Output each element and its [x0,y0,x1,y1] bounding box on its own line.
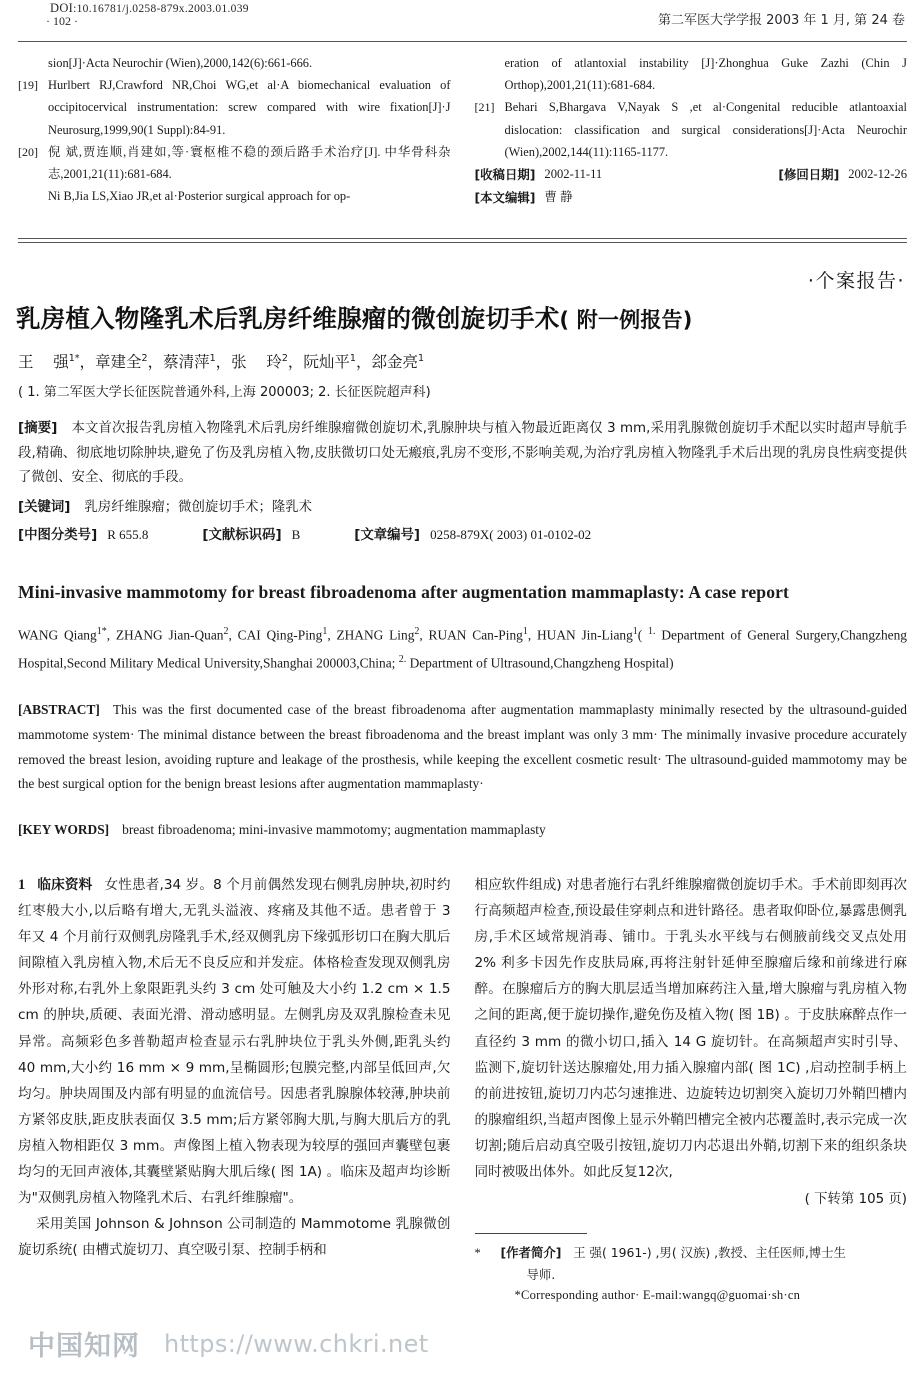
keywords-chinese [18,496,312,515]
page-folio: · 102 · [46,14,78,28]
keywords-english-label: [KEY WORDS] [18,822,110,837]
section-body-text: 女性患者,34 岁。8 个月前偶然发现右侧乳房肿块,初时约红枣般大小,以后略有增大,无乳头溢液、疼痛及其他不适。患者曾于 3 年又 4 个月前行双侧乳房隆乳手术,经双侧乳房下缘弧形切口在胸大肌后间隙植入乳房植入物,术后无不良反应和并发症。体格检查发现双侧乳房外形对称,右乳外上象限距乳头约 3 cm 处可触及大小约 1.2 cm × 1.5 cm 的肿块,质硬、表面光滑、滑动感明显。左侧乳房及双乳腺检查未见异常。高频彩色多普勒超声检查显示右乳肿块位于乳头外侧,距乳头约 40 mm,大小约 16 mm × 9 mm,呈椭圆形;包膜完整,内部呈低回声,欠均匀。肿块周围及内部有明显的血流信号。因患者乳腺腺体较薄,肿块前方紧邻皮肤,距皮肤表面仅 3.5 mm;后方紧邻胸大肌,与胸大肌后方的乳房植入物相距仅 3 mm。声像图上植入物表现为较厚的强回声囊壁包裹均匀的无回声液体,其囊壁紧贴胸大肌后缘( 图 1A) 。临床及超声均诊断为"双侧乳房植入物隆乳术后、右乳纤维腺瘤"。 [18,877,451,1207]
article-title-english: Mini-invasive mammotomy for breast fibroadenoma after augmentation mammaplasty: A case report [18,582,789,602]
reference-continuation: Ni B,Jia LS,Xiao JR,et al·Posterior surgical approach for op- [48,189,351,204]
footnote-star-marker: * [474,1246,481,1261]
affiliation-chinese: ( 1. 第二军医大学长征医院普通外科,上海 200003; 2. 长征医院超声科) [18,385,431,400]
reference-item [18,74,451,141]
keywords-chinese-text: 乳房纤维腺瘤；微创旋切手术；隆乳术 [84,500,313,515]
title-chinese-subnote: ( 附一例报告) [559,308,693,332]
article-category-kicker: ·个案报告· [807,270,905,292]
revised-date-value: 2002-12-26 [848,167,907,182]
body-columns [18,872,907,1375]
references-column-right [475,52,908,230]
clc-label: [中图分类号] [18,528,98,543]
section-number: 1 [18,877,26,893]
keywords-chinese-label: [关键词] [18,500,71,515]
received-date-value: 2002-11-11 [544,167,603,182]
reference-continuation: sion[J]·Acta Neurochir (Wien),2000,142(6):661-666. [48,56,313,70]
abstract-english-label: [ABSTRACT] [18,702,100,717]
doi-line [50,1,249,16]
doi-value: :10.16781/j.0258-879x.2003.01.039 [73,3,249,15]
references-column-left [18,52,451,230]
revised-date-label: [修回日期] [778,167,840,183]
watermark-chinese-text: 中国知网 [28,1331,140,1362]
author-bio-value: 王 强( 1961-) ,男( 汉族) ,教授、主任医师,博士生 [573,1245,846,1261]
footnote-corresponding-author: *Corresponding author· E-mail:wangq@guomai·sh·cn [514,1288,801,1303]
references-block [18,52,907,230]
clc-value: R 655.8 [107,527,149,542]
reference-number: [20] [18,144,38,159]
abstract-english-text: This was the first documented case of the breast fibroadenoma after augmentation mammaplasty minimally resected by the ultrasound-guided mammotome system· The minimal distance between the breast fibroadenoma and the breast implant was only 3 mm· The minimally invasive procedure accurately removed the breast lesion, avoiding rupture and leakage of the prosthesis, while keeping the excellent cosmetic result· The ultrasound-guided mammotomy may be the best surgical option for the benign breast lesions after augmentation mammaplasty· [18,702,907,792]
reference-number: [21] [474,100,495,115]
section-paragraph-2 [18,1211,451,1263]
keywords-english [18,822,907,838]
section-heading: 临床资料 [37,877,93,893]
received-date-label: [收稿日期] [474,167,536,183]
editor-line [475,186,908,209]
abstract-chinese [18,417,907,491]
editor-label: [本文编辑] [474,190,536,206]
abstract-english [18,698,907,797]
body-column-right [475,872,908,1375]
footnote-line-1 [475,1242,908,1264]
reference-number: [19] [18,78,38,93]
masthead [0,0,923,46]
footnote-rule [475,1233,587,1234]
keywords-english-text: breast fibroadenoma; mini-invasive mammotomy; augmentation mammaplasty [122,822,546,837]
abstract-chinese-label: [摘要] [18,421,58,436]
document-code-label: [文献标识码] [202,528,282,543]
divider-rule-thin [18,242,907,243]
article-title-chinese [16,300,907,335]
article-number-value: 0258-879X( 2003) 01-0102-02 [430,527,592,542]
doi-label: DOI [50,1,74,15]
section-body-text-2: 采用美国 Johnson & Johnson 公司制造的 Mammotome 乳腺微创旋切系统( 由槽式旋切刀、真空吸引泵、控制手柄和 [18,1216,451,1259]
reference-item [475,96,908,163]
journal-title-line: 第二军医大学学报 2003 年 1 月, 第 24 卷 [658,13,905,28]
reference-text: Behari S,Bhargava V,Nayak S ,et al·Congenital reducible atlantoaxial dislocation: classification and surgical considerations[J]·Acta Neurochir (Wien),2002,144(11):1165-1177. [504,100,907,159]
masthead-rule [18,41,907,42]
footnote-line-2: 导师. [526,1267,556,1283]
reference-continuation: eration of atlantoxial instability [J]·Zhonghua Guke Zazhi (Chin J Orthop),2001,21(11):681-684. [504,56,907,93]
title-chinese-main: 乳房植入物隆乳术后乳房纤维腺瘤的微创旋切手术 [16,304,560,333]
authors-english: WANG Qiang$^{1*}$, ZHANG Jian-Quan$^2$, CAI Qing-Ping$^1$, ZHANG Ling$^2$, RUAN Can-Ping$^1$, HUAN Jin-Liang$^1$( $^{1.}$ Department of General Surgery,Changzheng Hospital,Second Military Medical University,Shanghai 200003,China; $^{2.}$ Department of Ultrasound,Changzheng Hospital) [18,626,908,671]
meta-spacer [602,163,778,186]
watermark-url-text: https://www.chkri.net [164,1330,429,1358]
divider-rule-thick [18,238,907,239]
classification-codes [18,524,907,543]
abstract-chinese-text: 本文首次报告乳房植入物隆乳术后乳房纤维腺瘤微创旋切术,乳腺肿块与植入物最近距离仅 3 mm,采用乳腺微创旋切手术配以实时超声导航手段,精确、彻底地切除肿块,避免了伤及乳房植入物,皮肤微切口处无瘢痕,乳房不变形,不影响美观,为治疗乳房植入物隆乳手术后出现的乳房良性病变提供了微创、安全、彻底的手段。 [18,421,907,486]
reference-item [18,141,451,185]
document-code-value: B [291,527,301,542]
author-bio-label: [作者简介] [500,1245,562,1261]
authors-chinese: 王 强$^{1*}$，章建全$^2$，蔡清萍$^1$，张 玲$^2$，阮灿平$^1$，郐金亮$^1$ [18,352,425,371]
section-paragraph-continued: 相应软件组成) 对患者施行右乳纤维腺瘤微创旋切手术。手术前即刻再次行高频超声检查,预设最佳穿刺点和进针路径。患者取仰卧位,暴露患侧乳房,手术区域常规消毒、铺巾。于乳头水平线与右侧腋前线交叉点处用 2% 利多卡因先作皮肤局麻,再将注射针延伸至腺瘤后缘和前缘进行麻醉。在腺瘤后方的胸大肌层适当增加麻药注入量,增大腺瘤与乳房植入物之间的距离,便于旋切操作,避免伤及植入物( 图 1B) 。于皮肤麻醉点作一直径约 3 mm 的微小切口,插入 14 G 旋切针。在高频超声实时引导、监测下,旋切针送达腺瘤处,用力插入腺瘤内部( 图 1C) ,启动控制手柄上的前进按钮,旋切刀内芯匀速推进、边旋转边切割突入旋切刀外鞘凹槽内的腺瘤组织,当超声图像上显示外鞘凹槽完全被内芯覆盖时,表示完成一次切割;随后启动真空吸引按钮,旋切刀内芯退出外鞘,切割下来的组织条块同时被吸出体外。如此反复12次, [474,877,907,1181]
footnote-block [475,1242,908,1306]
section-paragraph [18,872,451,1211]
article-number-label: [文章编号] [354,528,421,543]
section-divider [18,238,907,243]
reference-text: Hurlbert RJ,Crawford NR,Choi WG,et al·A biomechanical evaluation of occipitocervical instrumentation: screw compared with wire fixation[J]·J Neurosurg,1999,90(1 Suppl):84-91. [48,78,451,137]
received-date-line [475,163,908,186]
reference-text: 倪 斌,贾连顺,肖建如,等·寰枢椎不稳的颈后路手术治疗[J]. 中华骨科杂志,2001,21(11):681-684. [48,144,451,182]
continued-on-page-note: ( 下转第 105 页) [804,1192,907,1208]
editor-value: 曹 静 [544,190,573,205]
body-column-left [18,872,451,1375]
